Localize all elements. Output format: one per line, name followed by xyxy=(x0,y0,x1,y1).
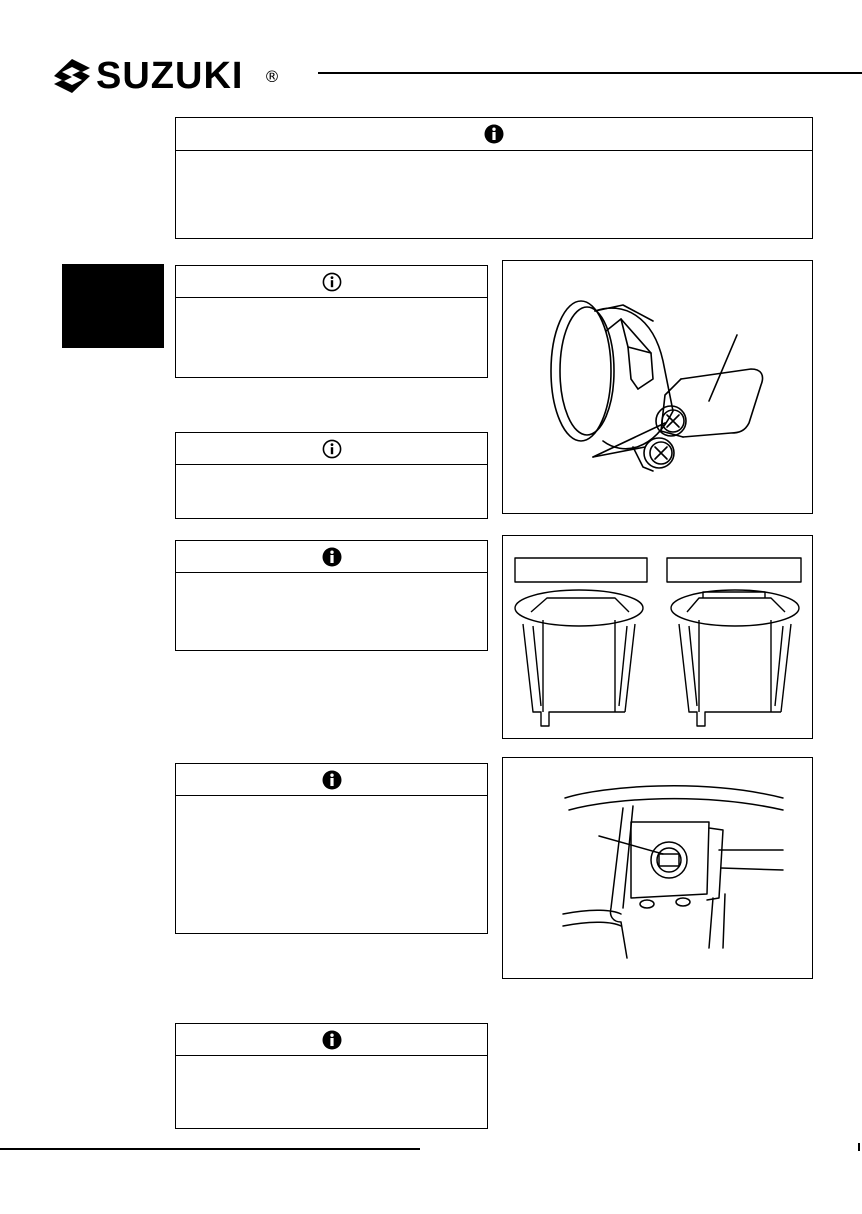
note-header xyxy=(176,266,487,298)
socket-location-illustration xyxy=(503,758,812,978)
bulb-socket-comparison-illustration xyxy=(503,536,812,738)
info-filled-icon xyxy=(484,124,504,144)
note-box-1 xyxy=(175,265,488,378)
footer-mark xyxy=(858,1143,860,1151)
label-box-left xyxy=(515,558,647,582)
note-box-3 xyxy=(175,540,488,651)
note-header xyxy=(176,764,487,796)
note-box-4 xyxy=(175,763,488,934)
note-header xyxy=(176,433,487,465)
info-outline-icon xyxy=(322,439,342,459)
footer-rule xyxy=(0,1148,420,1150)
info-filled-icon xyxy=(322,1030,342,1050)
note-box-top xyxy=(175,117,813,239)
note-box-5 xyxy=(175,1023,488,1129)
brand-logo xyxy=(52,56,292,96)
note-box-2 xyxy=(175,432,488,519)
label-box-right xyxy=(667,558,801,582)
suzuki-s-emblem-icon xyxy=(52,58,92,94)
figure-socket-location xyxy=(502,757,813,979)
section-tab xyxy=(62,264,164,348)
brand-name: SUZUKI xyxy=(96,55,244,97)
info-filled-icon xyxy=(322,547,342,567)
registered-mark: ® xyxy=(264,67,280,86)
note-header xyxy=(176,541,487,573)
note-header xyxy=(176,1024,487,1056)
info-outline-icon xyxy=(322,272,342,292)
header-rule xyxy=(318,72,862,74)
note-header xyxy=(176,118,812,151)
figure-gauge-unit xyxy=(502,260,813,514)
gauge-unit-illustration xyxy=(503,261,812,513)
info-filled-icon xyxy=(322,770,342,790)
figure-lamp-comparison xyxy=(502,535,813,739)
